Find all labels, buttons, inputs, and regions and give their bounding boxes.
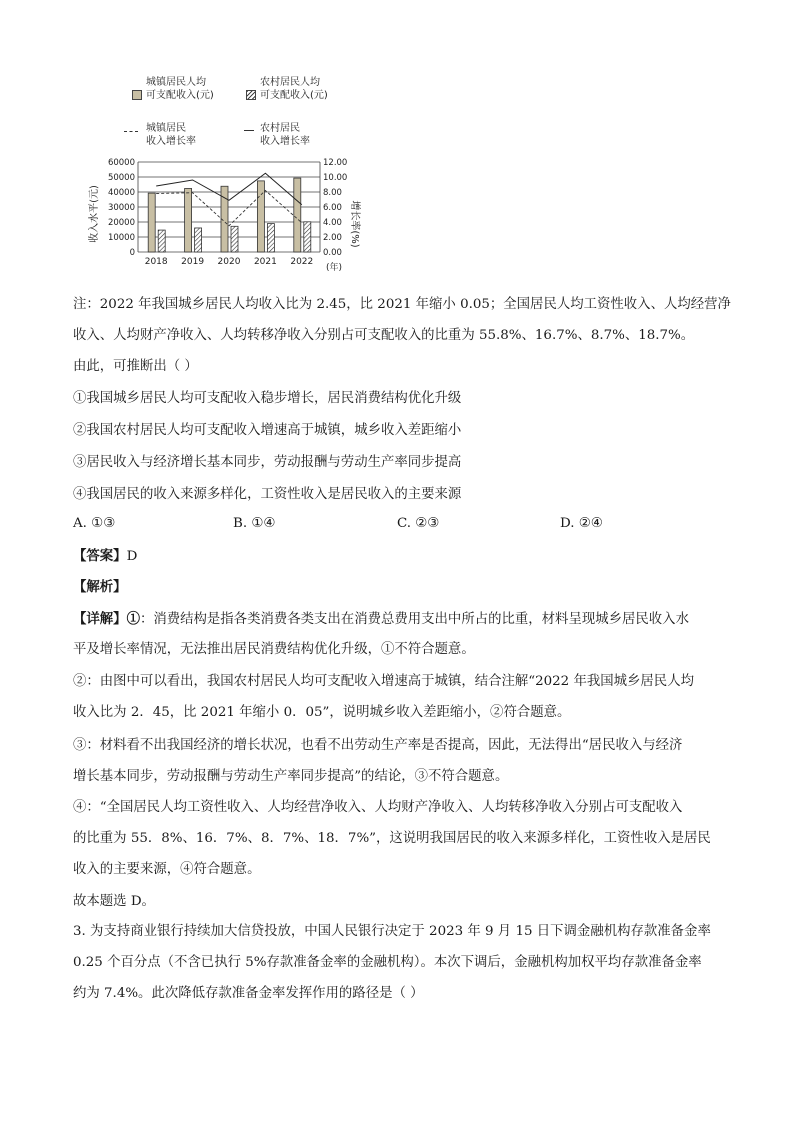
bar-rural-income — [231, 226, 238, 252]
note-line-1: 注：2022 年我国城乡居民人均收入比为 2.45，比 2021 年缩小 0.05；全国居民人均工资性收入、人均经营净 — [73, 297, 731, 312]
left-tick-label: 10000 — [107, 233, 135, 243]
answer-line — [73, 548, 725, 565]
analysis-tag: 【解析】 — [73, 579, 127, 595]
legend-rural-growth: 农村居民 收入增长率 — [260, 123, 310, 147]
bar-rural-income — [267, 224, 274, 252]
analysis-3-line-2: 增长基本同步，劳动报酬与劳动生产率同步提高”的结论，③不符合题意。 — [73, 769, 509, 784]
x-tick-label: 2019 — [181, 257, 205, 267]
analysis-4-line-2: 的比重为 55．8%、16．7%、8．7%、18．7%”，这说明我国居民的收入来源多样化，工资性收入是居民 — [73, 831, 711, 846]
option-c: C. ②③ — [397, 516, 440, 531]
question-3-line-1: 3. 为支持商业银行持续加大信贷投放，中国人民银行决定于 2023 年 9 月 15 日下调金融机构存款准备金率 — [73, 924, 711, 939]
question-3-line-3: 约为 7.4%。此次降低存款准备金率发挥作用的路径是（ ） — [73, 986, 424, 1001]
analysis-1-text: ：消费结构是指各类消费各类支出在消费总费用支出中所占的比重，材料呈现城乡居民收入水 — [139, 612, 689, 627]
analysis-1-num: ① — [126, 611, 140, 627]
question-3-line-2: 0.25 个百分点（不含已执行 5%存款准备金率的金融机构）。本次下调后，金融机构加权平均存款准备金率 — [73, 955, 702, 970]
option-d: D. ②④ — [560, 516, 603, 531]
right-tick-label: 2.00 — [323, 233, 342, 243]
left-tick-label: 20000 — [107, 218, 135, 228]
answer-tag: 【答案】 — [73, 548, 127, 564]
right-tick-label: 8.00 — [323, 188, 342, 198]
right-tick-label: 12.00 — [323, 158, 348, 168]
analysis-1-line-2: 平及增长率情况，无法推出居民消费结构优化升级，①不符合题意。 — [73, 642, 475, 657]
bar-urban-income — [257, 181, 264, 252]
x-tick-label: 2020 — [217, 257, 241, 267]
note-line-2: 收入、人均财产净收入、人均转移净收入分别占可支配收入的比重为 55.8%、16.7%、8.7%、18.7%。 — [73, 328, 695, 343]
bar-rural-income — [158, 230, 165, 252]
analysis-1-line-1 — [73, 611, 725, 628]
analysis-2-line-2: 收入比为 2．45，比 2021 年缩小 0．05”，说明城乡收入差距缩小，②符合题意。 — [73, 705, 571, 720]
right-tick-label: 0.00 — [323, 248, 342, 258]
option-b: B. ①④ — [233, 516, 276, 531]
left-tick-label: 60000 — [107, 158, 135, 168]
bar-urban-income — [148, 193, 155, 252]
income-chart — [88, 72, 358, 272]
right-axis-label: 增长率(%) — [349, 200, 360, 248]
bar-urban-income — [294, 178, 301, 252]
right-tick-label: 10.00 — [323, 173, 348, 183]
analysis-4-line-1: ④：“全国居民人均工资性收入、人均经营净收入、人均财产净收入、人均转移净收入分别占可支配收入 — [73, 800, 683, 815]
right-tick-label: 6.00 — [323, 203, 342, 213]
left-tick-label: 40000 — [107, 188, 135, 198]
statement-4: ④我国居民的收入来源多样化，工资性收入是居民收入的主要来源 — [73, 487, 462, 502]
conclusion: 故本题选 D。 — [73, 894, 155, 909]
right-tick-label: 4.00 — [323, 218, 342, 228]
bar-rural-income — [195, 228, 202, 252]
analysis-4-line-3: 收入的主要来源，④符合题意。 — [73, 862, 261, 877]
line-rural-growth — [156, 173, 302, 205]
answer-value: D — [126, 549, 138, 564]
bar-rural-income — [304, 222, 311, 252]
analysis-heading — [73, 579, 725, 596]
statement-2: ②我国农村居民人均可支配收入增速高于城镇，城乡收入差距缩小 — [73, 423, 462, 438]
x-tick-label: 2022 — [290, 257, 314, 267]
legend-rural-income: 农村居民人均 可支配收入(元) — [260, 77, 328, 101]
bar-urban-income — [185, 188, 192, 252]
question-stem: 由此，可推断出（ ） — [73, 359, 198, 374]
left-axis-label: 收入水平(元) — [89, 185, 100, 243]
left-tick-label: 0 — [129, 248, 135, 258]
legend-urban-income: 城镇居民人均 可支配收入(元) — [146, 77, 214, 101]
detail-tag: 【详解】 — [73, 611, 127, 627]
left-tick-label: 50000 — [107, 173, 135, 183]
x-unit-label: (年) — [326, 263, 343, 273]
chart-plot — [88, 72, 358, 272]
statement-3: ③居民收入与经济增长基本同步，劳动报酬与劳动生产率同步提高 — [73, 455, 462, 470]
x-tick-label: 2018 — [144, 257, 168, 267]
left-tick-label: 30000 — [107, 203, 135, 213]
legend-urban-growth: 城镇居民 收入增长率 — [146, 123, 196, 147]
analysis-3-line-1: ③：材料看不出我国经济的增长状况，也看不出劳动生产率是否提高，因此，无法得出“居民收入与经济 — [73, 738, 683, 753]
option-a: A. ①③ — [73, 516, 116, 531]
analysis-2-line-1: ②：由图中可以看出，我国农村居民人均可支配收入增速高于城镇，结合注解“2022 年我国城乡居民人均 — [73, 674, 694, 689]
line-urban-growth — [156, 191, 302, 226]
statement-1: ①我国城乡居民人均可支配收入稳步增长，居民消费结构优化升级 — [73, 391, 462, 406]
x-tick-label: 2021 — [253, 257, 277, 267]
